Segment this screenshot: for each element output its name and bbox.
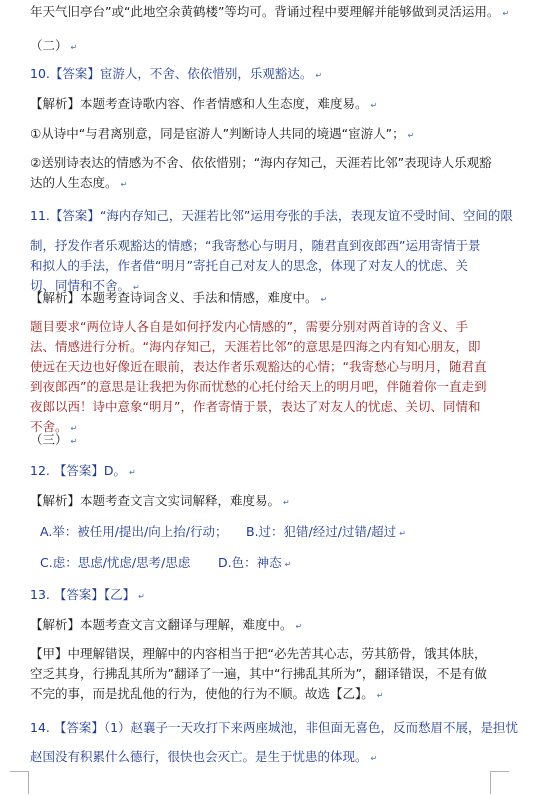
paragraph-mark-icon: ↵ xyxy=(502,9,510,18)
paragraph-mark-icon: ↵ xyxy=(120,180,128,189)
paragraph-mark-icon: ↵ xyxy=(407,131,415,140)
option-d: D.色：神态 ↵ xyxy=(218,555,292,570)
paragraph-mark-icon: ↵ xyxy=(284,560,292,569)
paragraph-mark-icon: ↵ xyxy=(70,437,78,446)
option-a: A.举：被任用/提出/向上抬/行动； xyxy=(40,524,228,539)
answer-line: 13. 【答案】【乙】 ↵ xyxy=(30,587,145,602)
section-heading: （三） ↵ xyxy=(30,432,78,447)
analysis-line: 【解析】本题考查文言文翻译与理解，难度中。 ↵ xyxy=(30,617,303,632)
paragraph-mark-icon: ↵ xyxy=(376,691,384,700)
answer-line: 10.【答案】宦游人，不舍、依依惜别，乐观豁达。 ↵ xyxy=(30,66,323,81)
page-corner-mark xyxy=(10,771,29,794)
analysis-line: 【解析】本题考查诗词含义、手法和情感，难度中。 ↵ xyxy=(30,290,328,305)
answer-paragraph: 制，抒发作者乐观豁达的情感；“我寄愁心与明月，随君直到夜郎西”运用寄情于景和拟人的手法，作者借“明月”寄托自己对友人的思念，体现了对友人的忧虑、关切、同情和不舍。 ↵ xyxy=(30,238,481,293)
page-corner-mark xyxy=(490,771,509,794)
paragraph-mark-icon: ↵ xyxy=(70,43,78,52)
analysis-line: 【解析】本题考查文言文实词解释，难度易。 ↵ xyxy=(30,493,290,508)
answer-line: 14. 【答案】（1）赵襄子一天攻打下来两座城池，非但面无喜色，反而愁眉不展，是担忧 xyxy=(30,720,519,735)
answer-line: 赵国没有积累什么德行，很快也会灭亡。是生于忧患的体现。 ↵ xyxy=(30,749,378,764)
analysis-paragraph: 题目要求“两位诗人各自是如何抒发内心情感的”，需要分别对两首诗的含义、手法、情感进行分析。“海内存知己，天涯若比邻”的意思是四海之内有知心朋友，即使远在天边也好像近在眼前，表达作者乐观豁达的心情；“我寄愁心与明月，随君直到夜郎西”的意思是让我把为你而忧愁的心托付给天上的明月吧，伴随着你一直走到夜郎以西！诗中意象“明月”，作者寄情于景，表达了对友人的忧虑、关切、同情和不舍。 ↵ xyxy=(30,319,487,434)
analysis-line: 【解析】本题考查诗歌内容、作者情感和人生态度，难度易。 ↵ xyxy=(30,96,378,111)
paragraph-mark-icon: ↵ xyxy=(399,529,406,538)
option-b: B.过：犯错/经过/过错/超过 ↵ xyxy=(246,524,406,539)
paragraph-mark-icon: ↵ xyxy=(370,101,378,110)
paragraph-mark-icon: ↵ xyxy=(70,424,78,433)
paragraph-mark-icon: ↵ xyxy=(133,283,140,292)
paragraph-mark-icon: ↵ xyxy=(315,71,323,80)
paragraph-mark-icon: ↵ xyxy=(138,592,145,601)
answer-line: 12. 【答案】D。 ↵ xyxy=(30,463,136,478)
option-c: C.虑：思虑/忧虑/思考/思虑 xyxy=(40,555,191,570)
paragraph-mark-icon: ↵ xyxy=(283,498,290,507)
paragraph-mark-icon: ↵ xyxy=(128,468,136,477)
text-line: 年天气旧亭台”或“此地空余黄鹤楼”等均可。背诵过程中要理解并能够做到灵活运用。 ↵ xyxy=(30,4,510,19)
section-heading: （二） ↵ xyxy=(30,38,78,53)
text-paragraph: 【甲】中理解错误，理解中的内容相当于把“必先苦其心志，劳其筋骨，饿其体肤，空乏其身，行拂乱其所为”翻译了一遍，其中“行拂乱其所为”，翻译错误，不是有做不完的事，而是扰乱他的行为，使他的行为不顺。故选【乙】。 ↵ xyxy=(30,646,487,701)
paragraph-mark-icon: ↵ xyxy=(320,295,328,304)
text-line: ①从诗中“与君离别意，同是宦游人”判断诗人共同的境遇“宦游人”； ↵ xyxy=(30,126,415,141)
text-paragraph: ②送别诗表达的情感为不舍、依依惜别；“海内存知己，天涯若比邻”表现诗人乐观豁达的人生态度。 ↵ xyxy=(30,155,492,190)
answer-line: 11.【答案】“海内存知己，天涯若比邻”运用夸张的手法，表现友谊不受时间、空间的限 xyxy=(30,208,513,223)
paragraph-mark-icon: ↵ xyxy=(295,622,303,631)
paragraph-mark-icon: ↵ xyxy=(370,754,378,763)
